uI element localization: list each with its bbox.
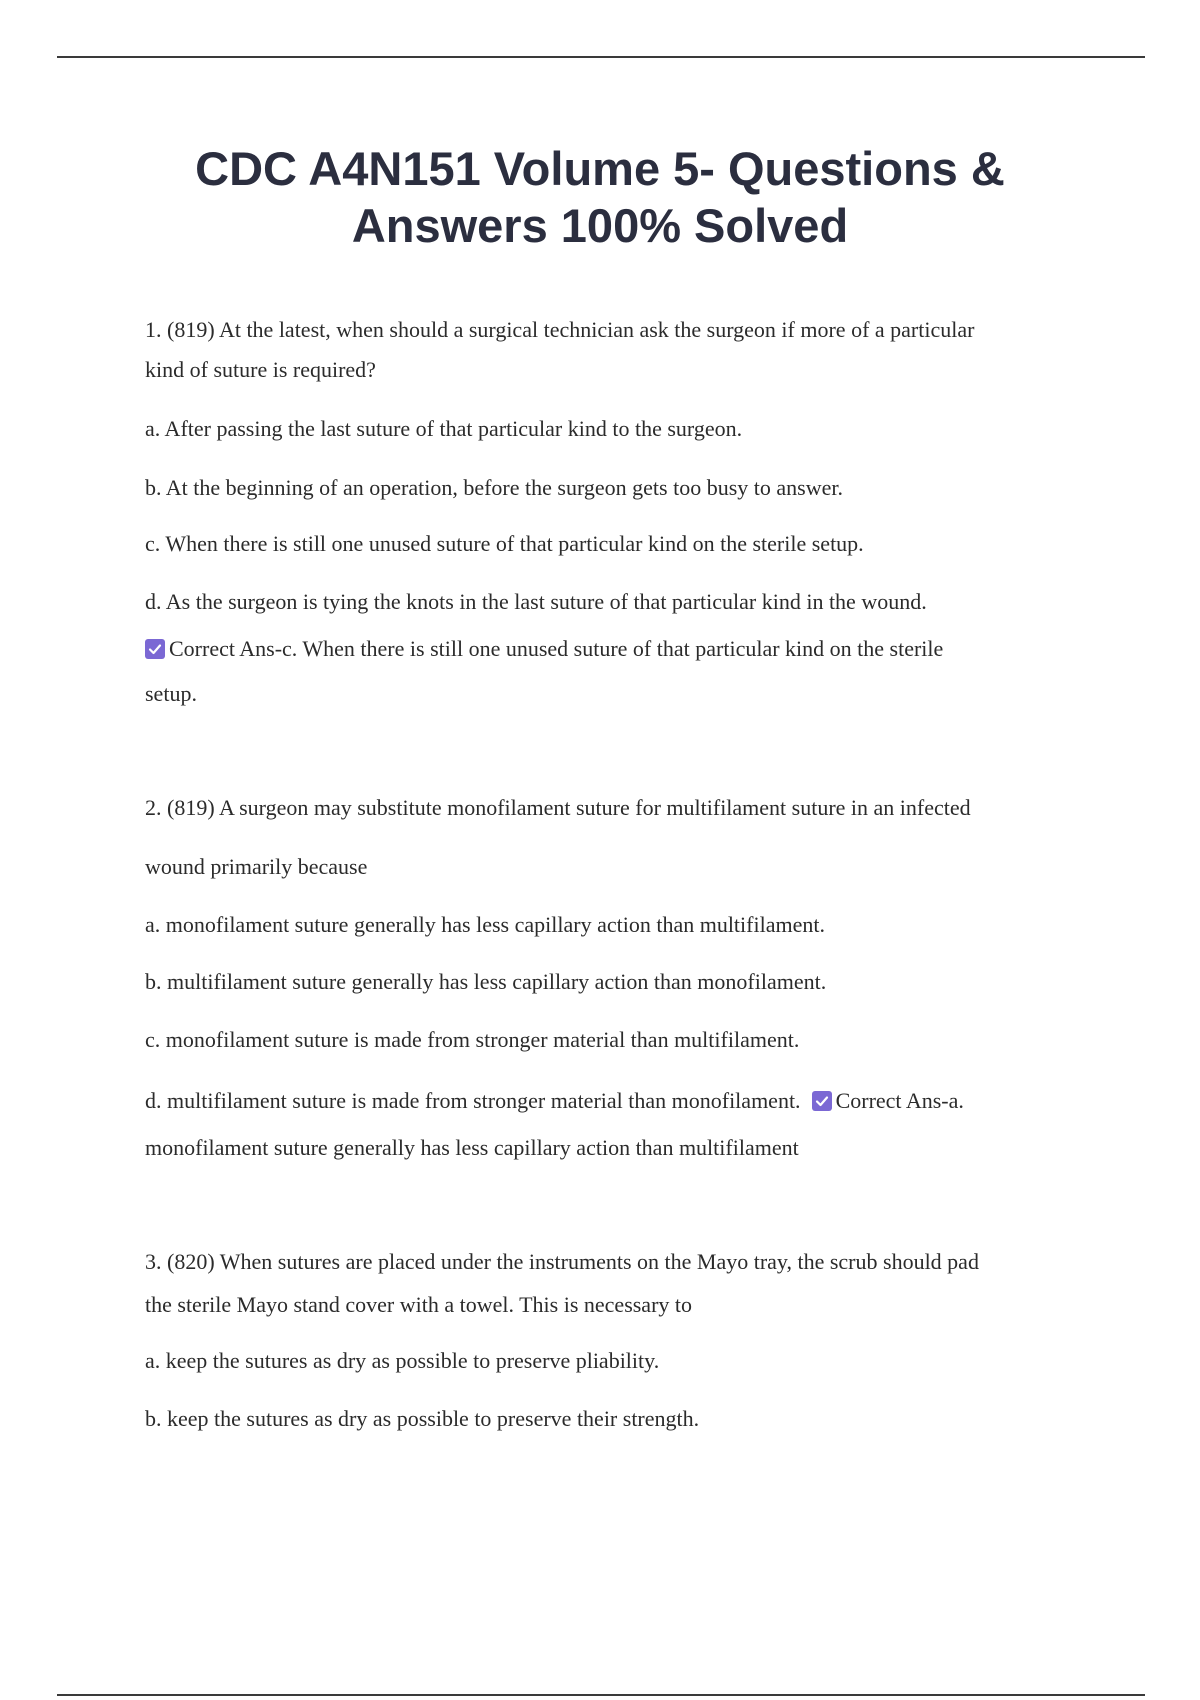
question-3-option-b: b. keep the sutures as dry as possible to preserve their strength.	[145, 1406, 700, 1431]
question-2-option-a: a. monofilament suture generally has less capillary action than multifilament.	[145, 912, 825, 937]
bottom-divider	[57, 1694, 1145, 1696]
question-1-option-a: a. After passing the last suture of that particular kind to the surgeon.	[145, 416, 743, 441]
question-1-option-c: c. When there is still one unused suture of that particular kind on the sterile setup.	[145, 531, 864, 556]
question-2-answer-line-2: monofilament suture generally has less capillary action than multifilament	[145, 1135, 799, 1160]
question-1-stem-line-2: kind of suture is required?	[145, 357, 376, 382]
question-2-option-b: b. multifilament suture generally has less capillary action than monofilament.	[145, 969, 827, 994]
checkbox-checked-icon	[812, 1091, 832, 1111]
question-2-option-c: c. monofilament suture is made from stronger material than multifilament.	[145, 1027, 800, 1052]
question-3-stem-line-1: 3. (820) When sutures are placed under the instruments on the Mayo tray, the scrub should pad	[145, 1249, 979, 1274]
question-1-option-d: d. As the surgeon is tying the knots in the last suture of that particular kind in the wound.	[145, 589, 927, 614]
question-2-option-d-line	[145, 1087, 964, 1115]
checkbox-checked-icon	[145, 639, 165, 659]
question-3-stem-line-2: the sterile Mayo stand cover with a towel. This is necessary to	[145, 1292, 693, 1317]
question-1-answer-text: Correct Ans-c. When there is still one unused suture of that particular kind on the sterile	[169, 636, 944, 661]
question-2-stem-line-1: 2. (819) A surgeon may substitute monofilament suture for multifilament suture in an infected	[145, 795, 971, 820]
question-1-stem-line-1: 1. (819) At the latest, when should a surgical technician ask the surgeon if more of a particular	[145, 317, 975, 342]
question-1-option-b: b. At the beginning of an operation, before the surgeon gets too busy to answer.	[145, 475, 843, 500]
question-2-stem-line-2: wound primarily because	[145, 854, 368, 879]
question-2-option-d: d. multifilament suture is made from stronger material than monofilament.	[145, 1088, 801, 1113]
document-title: CDC A4N151 Volume 5- Questions & Answers 100% Solved	[195, 142, 1005, 252]
question-3-option-a: a. keep the sutures as dry as possible to preserve pliability.	[145, 1348, 660, 1373]
question-2-answer-text: Correct Ans-a.	[835, 1088, 964, 1113]
question-1-answer-line-1	[145, 635, 943, 663]
top-divider	[57, 56, 1145, 58]
question-1-answer-line-2: setup.	[145, 681, 197, 706]
